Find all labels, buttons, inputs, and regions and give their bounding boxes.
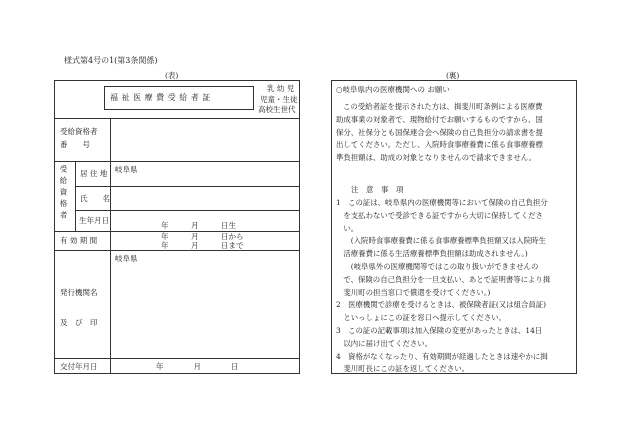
notes-line: 活療養費に係る生活療養標準負担額は助成されません。) (336, 249, 528, 259)
notes-line: 斐川町長にこの証を返してください。 (336, 364, 470, 374)
notes-line: 斐川町の担当窓口で償還を受けてください。) (336, 287, 491, 297)
notice-title: ○岐阜県内の医療機関への お願い (336, 85, 450, 94)
notice-line: 出してください。ただし、入院時食事療養費に係る食事療養標 (336, 140, 543, 150)
recipient-number-label-1: 受給資格者 (60, 127, 98, 136)
notes-line: で、保険の自己負担分を一旦支払い、あとで証明書等により揖 (336, 274, 551, 284)
notes-line: 4 資格がなくなったり、有効期間が経過したときは速やかに揖 (336, 351, 548, 361)
notes-title: 注 意 事 項 (351, 185, 404, 194)
notice-line: 保分、社保分とも国保連合会へ保険の自己負担分の請求書を提 (336, 127, 543, 137)
birth-value: 年 月 日生 (161, 221, 236, 230)
valid-to: 年 月 日まで (161, 241, 244, 250)
notes-body (336, 197, 550, 376)
notice-body (336, 101, 543, 165)
valid-period-label: 有 効 期 間 (60, 236, 98, 245)
certificate-title: 福 祉 医 療 費 受 給 者 証 (110, 93, 211, 102)
qualified-person-label: 受給資格者 (59, 165, 68, 223)
issue-date-value: 年 月 日 (156, 362, 239, 371)
notice-line: この受給者証を提示された方は、揖斐川町条例による医療費 (343, 102, 543, 111)
issuer-value: 岐阜県 (115, 254, 138, 263)
notes-line: (入院時食事療養費に係る食事療養標準負担額又は入院時生 (336, 236, 546, 246)
notes-line: といっしょにこの証を窓口へ提示してください。 (336, 313, 506, 323)
notes-line: 3 この証の記載事項は加入保険の変更があったときは、14日 (336, 325, 543, 335)
notes-line: を支払わないで受診できる証ですから大切に保持してくださ (336, 210, 543, 220)
category-highschool: 高校生世代 (258, 105, 296, 114)
back-heading: (裏) (446, 71, 460, 80)
birth-label: 生年月日 (79, 216, 109, 225)
notice-line: 準負担額は、助成の対象となりませんので請求できません。 (336, 153, 536, 163)
notes-line: 1 この証は、岐阜県内の医療機関等において保険の自己負担分 (336, 198, 548, 207)
address-value: 岐阜県 (115, 165, 138, 174)
notes-line: い。 (336, 223, 359, 233)
category-infant: 乳 幼 児 (267, 84, 295, 93)
issuer-label-1: 発行機関名 (60, 288, 98, 297)
name-label: 氏 名 (80, 194, 110, 203)
issue-date-label: 交付年月日 (60, 362, 98, 371)
address-label: 居 住 地 (80, 169, 108, 178)
form-number: 様式第4号の1(第3条関係) (64, 56, 158, 65)
issuer-label-2: 及 び 印 (60, 318, 98, 327)
notice-line: 助成事業の対象者で、現物給付でお願いするものですから、国 (336, 114, 543, 124)
notes-line: (岐阜県外の医療機関等ではこの取り扱いができませんの (336, 261, 539, 271)
valid-from: 年 月 日から (161, 232, 244, 241)
category-student: 児童・生徒 (260, 95, 298, 104)
notes-line: 2 医療機関で診療を受けるときは、被保険者証(又は組合員証) (336, 300, 547, 310)
notes-line: 以内に届け出てください。 (336, 338, 433, 348)
front-heading: (表) (165, 71, 179, 80)
recipient-number-label-2: 番 号 (60, 140, 90, 149)
